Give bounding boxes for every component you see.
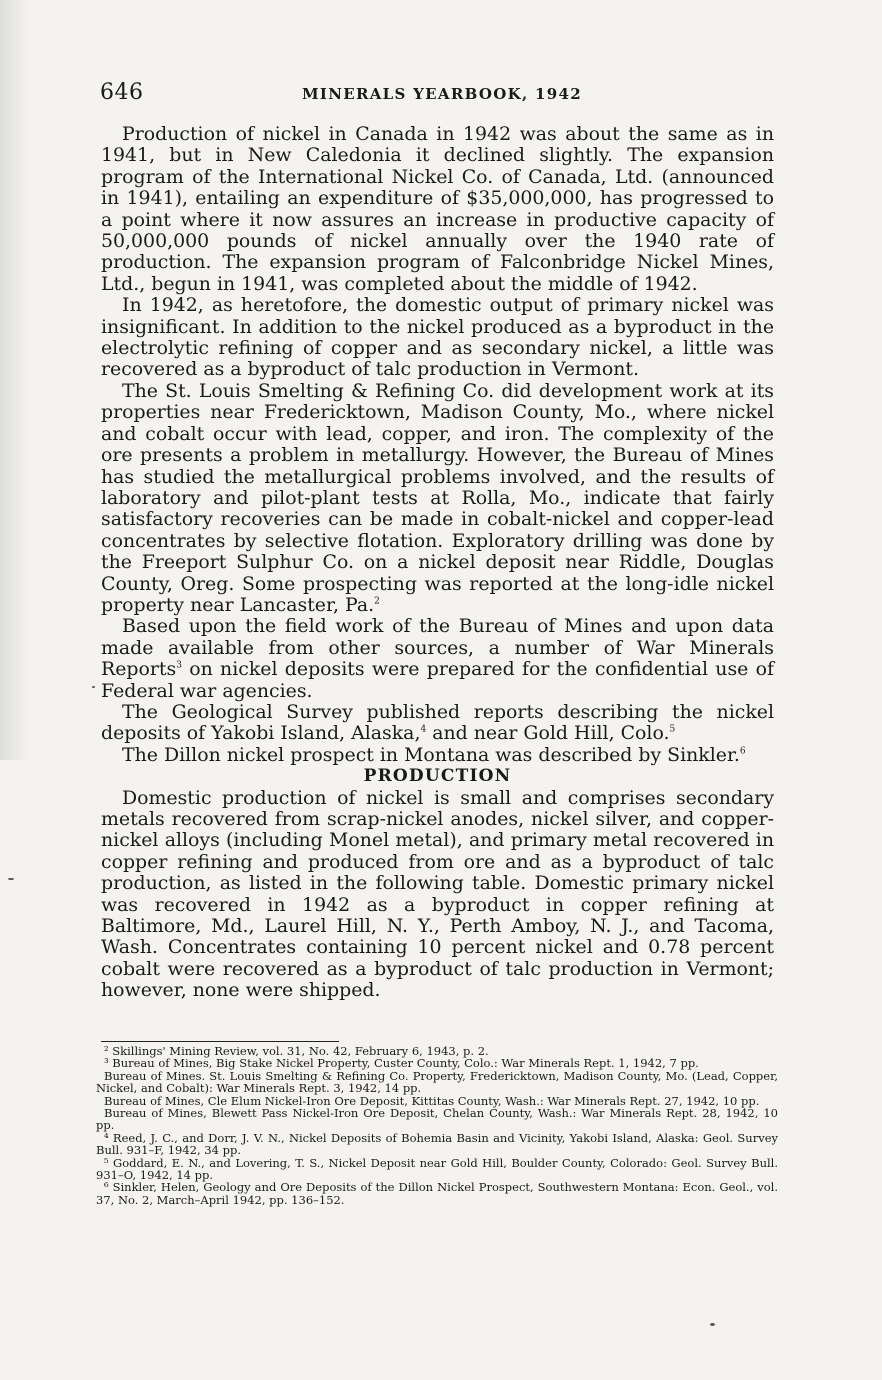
footnote-mark-4: 4	[420, 725, 427, 736]
scan-speck	[710, 1323, 715, 1326]
footnote-mark-6: 6	[739, 746, 746, 757]
footnote-3-cont-c: Bureau of Mines, Blewett Pass Nickel-Iron Ore Deposit, Chelan County, Wash.: War Minerals Rept. 28, 1942, 10 pp.	[96, 1106, 778, 1133]
footnote-3-cont-a: Bureau of Mines. St. Louis Smelting & Refining Co. Property, Fredericktown, Madison County, Mo. (Lead, Copper, Nickel, and Cobalt): War Minerals Rept. 3, 1942, 14 pp.	[96, 1068, 778, 1096]
page-number: 646	[100, 80, 144, 105]
paragraph-geo-survey-text-b: and near Gold Hill, Colo.	[426, 722, 670, 745]
paragraph-canada-production: Production of nickel in Canada in 1942 was about the same as in 1941, but in New Caledonia it declined slightly. The expansion program of the International Nickel Co. of Canada, Ltd. (announced in 1941), entailing an expenditure of $35,000,000, has progressed to a point where it now assures an increase in productive capacity of 50,000,000 pounds of nickel annually over the 1940 rate of production. The expansion program of Falconbridge Nickel Mines, Ltd., begun in 1941, was completed about the middle of 1942.	[101, 123, 774, 295]
paragraph-domestic-production: Domestic production of nickel is small and comprises secondary metals recovered from scrap-nickel anodes, nickel silver, and copper-nickel alloys (including Monel metal), and primary metal recovered in copper refining and produced from ore and as a byproduct of talc production, as listed in the following table. Domestic primary nickel was recovered in 1942 as a byproduct in copper refining at Baltimore, Md., Laurel Hill, N. Y., Perth Amboy, N. J., and Tacoma, Wash. Concentrates containing 10 percent nickel and 0.78 percent cobalt were recovered as a byproduct of talc production in Vermont; however, none were shipped.	[101, 786, 774, 1002]
paragraph-dillon-text: The Dillon nickel prospect in Montana was described by Sinkler.	[122, 743, 740, 766]
footnote-mark-5: 5	[669, 725, 676, 736]
footnote-mark-3: 3	[176, 660, 182, 671]
paragraph-war-minerals-text-b: on nickel deposits were prepared for the confidential use of Federal war agencies.	[101, 658, 774, 702]
footnote-5: ⁵ Goddard, E. N., and Lovering, T. S., Nickel Deposit near Gold Hill, Boulder County, Colorado: Geol. Survey Bull. 931–O, 1942, 14 pp.	[96, 1155, 778, 1183]
footnote-3-cont-b: Bureau of Mines, Cle Elum Nickel-Iron Ore Deposit, Kittitas County, Wash.: War Minerals Rept. 27, 1942, 10 pp.	[104, 1093, 760, 1108]
scan-speck	[92, 686, 95, 688]
footnote-divider	[101, 1041, 339, 1042]
section-heading-production: PRODUCTION	[363, 766, 512, 787]
paragraph-war-minerals-text-a: Based upon the field work of the Bureau of Mines and upon data made available from other sources, a number of War Minerals Reports	[101, 615, 774, 681]
paragraph-domestic-output: In 1942, as heretofore, the domestic output of primary nickel was insignificant. In addition to the nickel produced as a byproduct in the electrolytic refining of copper and as secondary nickel, a little was recovered as a byproduct of talc production in Vermont.	[101, 294, 774, 381]
paragraph-geological-survey	[101, 702, 774, 745]
footnote-6: ⁶ Sinkler, Helen, Geology and Ore Deposits of the Dillon Nickel Prospect, Southwestern Montana: Econ. Geol., vol. 37, No. 2, March–April 1942, pp. 136–152.	[96, 1180, 778, 1207]
footnote-2: ² Skillings' Mining Review, vol. 31, No. 42, February 6, 1943, p. 2.	[104, 1044, 489, 1058]
scan-speck	[8, 878, 14, 880]
paragraph-geo-survey-text-a: The Geological Survey published reports describing the nickel deposits of Yakobi Island, Alaska,	[101, 700, 774, 745]
footnote-4: ⁴ Reed, J. C., and Dorr, J. V. N., Nickel Deposits of Bohemia Basin and Vicinity, Yakobi Island, Alaska: Geol. Survey Bull. 931–F, 1942, 34 pp.	[96, 1130, 778, 1158]
paragraph-st-louis-smelting	[101, 381, 774, 616]
body-text	[101, 124, 774, 1002]
page-header	[100, 80, 780, 108]
scanned-page-edge	[0, 0, 30, 760]
footnote-mark-2: 2	[374, 596, 380, 607]
running-head: MINERALS YEARBOOK, 1942	[302, 85, 582, 103]
paragraph-st-louis-text: The St. Louis Smelting & Refining Co. did development work at its properties near Fredericktown, Madison County, Mo., where nickel and cobalt occur with lead, copper, and iron. The complexity of the ore presents a problem in metallurgy. However, the Bureau of Mines has studied the metallurgical problems involved, and the results of laboratory and pilot-plant tests at Rolla, Mo., indicate that fairly satisfactory recoveries can be made in cobalt-nickel and copper-lead concentrates by selective flotation. Exploratory drilling was done by the Freeport Sulphur Co. on a nickel deposit near Riddle, Douglas County, Oreg. Some prospecting was reported at the long-idle nickel property near Lancaster, Pa.	[101, 379, 774, 616]
paragraph-war-minerals-reports	[101, 616, 774, 702]
footnotes	[96, 1045, 778, 1206]
footnote-3: ³ Bureau of Mines, Big Stake Nickel Property, Custer County, Colo.: War Minerals Rept. 1, 1942, 7 pp.	[104, 1056, 699, 1071]
paragraph-dillon-prospect	[101, 745, 774, 766]
